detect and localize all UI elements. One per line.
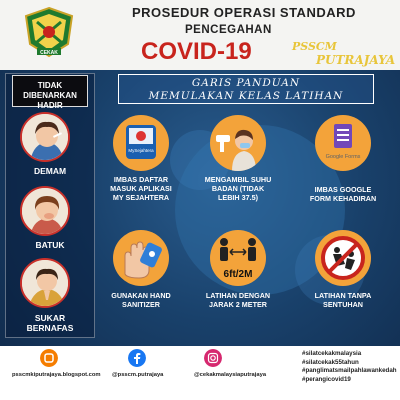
cekak-logo-icon [22,6,76,58]
app-name-text: Google Forms [325,154,361,160]
fever-illustration-icon [20,112,70,162]
symptom-fever-label: DEMAM [33,166,67,176]
no-contact-icon [315,230,371,286]
facebook-handle[interactable]: @psscm.putrajaya [112,372,164,378]
logo-text: CEKAK [40,50,58,56]
symptom-breathing-label: SUKAR BERNAFAS [26,313,74,333]
card-sanitizer-label: GUNAKAN HAND SANITIZER [111,291,171,309]
instagram-handle[interactable]: @cekakmalaysiaputrajaya [194,372,267,378]
mysejahtera-app-icon [113,115,169,171]
hashtag: #silatcekak55tahun [302,358,359,366]
card-mysejahtera-label: IMBAS DAFTAR MASUK APLIKASI MY SEJAHTERA [110,175,172,202]
distance-text: 6ft/2M [223,269,253,280]
hashtag: #silatcekakmalaysia [302,350,362,357]
google-forms-icon [315,115,371,171]
hashtag: #panglimatsmailpahlawankedah [302,367,397,375]
facebook-icon[interactable] [128,349,146,367]
header [0,0,400,70]
badge-line-2: DIBENARKAN [23,91,77,100]
badge-line-1: TIDAK [37,81,63,90]
breathing-difficulty-illustration-icon [20,258,70,308]
guidelines-banner [118,74,374,104]
hashtags [302,350,397,384]
blogger-icon[interactable] [40,349,58,367]
hand-sanitizer-icon [113,230,169,286]
social-distance-icon [210,230,266,286]
symptom-cough-label: BATUK [35,240,65,250]
banner-line-1: GARIS PANDUAN [191,77,301,89]
card-temperature-label: MENGAMBIL SUHU BADAN (TIDAK LEBIH 37.5) [204,175,272,202]
badge-line-3: HADIR [37,101,63,110]
temperature-check-icon [210,115,266,171]
card-distance-label: LATIHAN DENGAN JARAK 2 METER [205,291,271,309]
banner-line-2: MEMULAKAN KELAS LATIHAN [148,90,344,102]
card-no-contact-label: LATIHAN TANPA SENTUHAN [314,291,372,309]
blog-link[interactable]: psscmkiputrajaya.blogspot.com [12,372,101,378]
org-line-1: PSSCM [292,40,337,53]
card-google-form-label: IMBAS GOOGLE FORM KEHADIRAN [309,185,377,203]
title-line-2: PENCEGAHAN [185,24,272,36]
org-line-2: PUTRAJAYA [316,53,396,67]
app-name-text: MySejahtera [128,148,154,153]
not-allowed-badge [12,75,88,110]
hashtag: #perangicovid19 [302,375,351,383]
title-line-1: PROSEDUR OPERASI STANDARD [132,5,356,20]
cough-illustration-icon [20,186,70,236]
title-main: COVID-19 [141,38,252,65]
instagram-icon[interactable] [204,349,222,367]
